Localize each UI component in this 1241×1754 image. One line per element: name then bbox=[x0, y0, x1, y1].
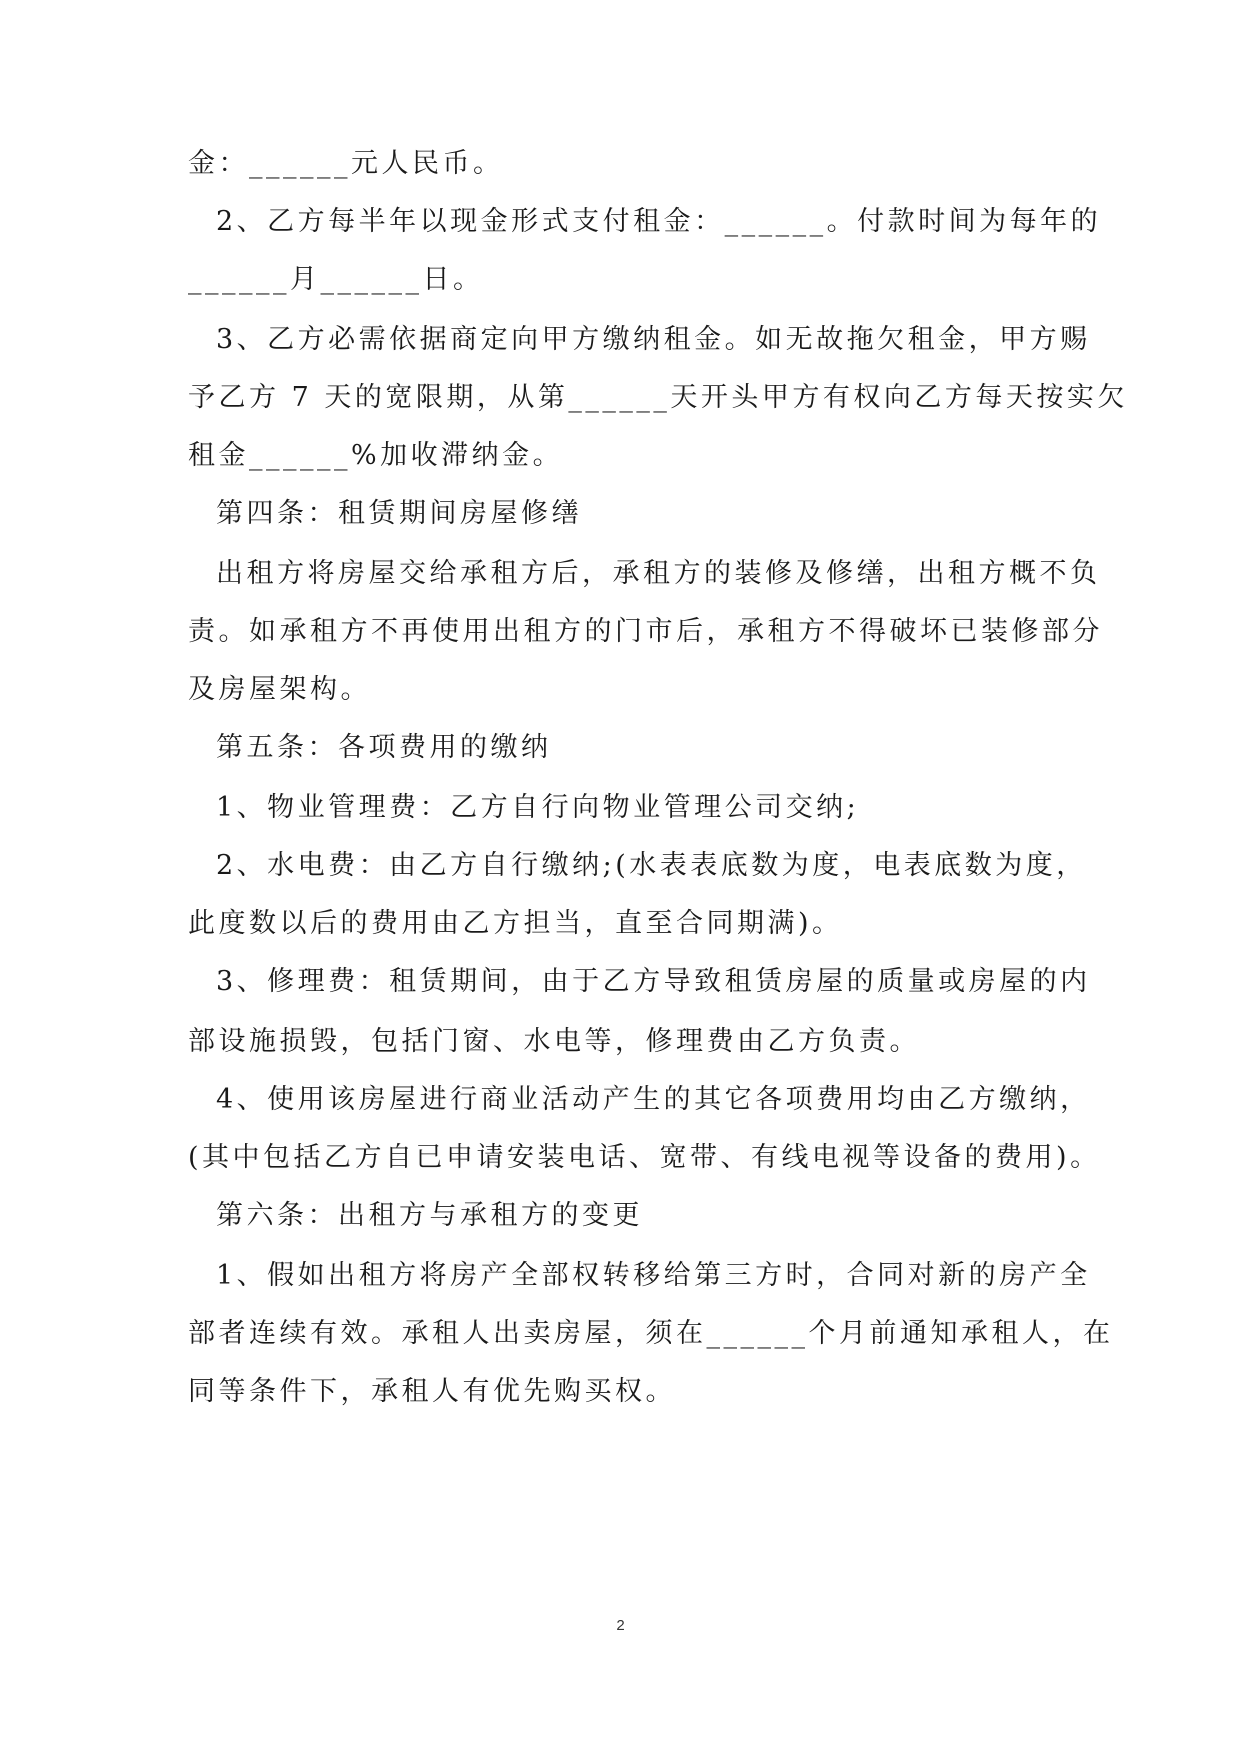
text-line-8: 出租方将房屋交给承租方后，承租方的装修及修缮，出租方概不负 bbox=[216, 558, 1101, 589]
text-line-17: 4、使用该房屋进行商业活动产生的其它各项费用均由乙方缴纳， bbox=[216, 1084, 1091, 1115]
text-line-9: 责。如承租方不再使用出租方的门市后，承租方不得破坏已装修部分 bbox=[188, 616, 1103, 647]
text-line-1: 金：______元人民币。 bbox=[188, 148, 504, 179]
text-line-3: ______月______日。 bbox=[188, 264, 484, 295]
text-line-16: 部设施损毁，包括门窗、水电等，修理费由乙方负责。 bbox=[188, 1026, 920, 1057]
section-heading-5: 第五条：各项费用的缴纳 bbox=[216, 732, 552, 763]
text-line-10: 及房屋架构。 bbox=[188, 674, 371, 705]
text-line-13: 2、水电费：由乙方自行缴纳;(水表表底数为度，电表底数为度， bbox=[216, 850, 1087, 881]
text-line-4: 3、乙方必需依据商定向甲方缴纳租金。如无故拖欠租金，甲方赐 bbox=[216, 324, 1091, 355]
section-heading-4: 第四条：租赁期间房屋修缮 bbox=[216, 498, 582, 529]
text-line-5: 予乙方 7 天的宽限期，从第______天开头甲方有权向乙方每天按实欠 bbox=[188, 382, 1128, 413]
text-line-12: 1、物业管理费：乙方自行向物业管理公司交纳; bbox=[216, 792, 860, 823]
text-line-14: 此度数以后的费用由乙方担当，直至合同期满)。 bbox=[188, 908, 843, 939]
page-number: 2 bbox=[616, 1617, 625, 1634]
text-line-22: 同等条件下，承租人有优先购买权。 bbox=[188, 1376, 676, 1407]
text-line-20: 1、假如出租方将房产全部权转移给第三方时，合同对新的房产全 bbox=[216, 1260, 1091, 1291]
text-line-2: 2、乙方每半年以现金形式支付租金：______。付款时间为每年的 bbox=[216, 206, 1102, 237]
text-line-18: (其中包括乙方自已申请安装电话、宽带、有线电视等设备的费用)。 bbox=[188, 1142, 1101, 1173]
text-line-15: 3、修理费：租赁期间，由于乙方导致租赁房屋的质量或房屋的内 bbox=[216, 966, 1091, 997]
text-line-21: 部者连续有效。承租人出卖房屋，须在______个月前通知承租人，在 bbox=[188, 1318, 1114, 1349]
text-line-6: 租金______%加收滞纳金。 bbox=[188, 440, 564, 471]
section-heading-6: 第六条：出租方与承租方的变更 bbox=[216, 1200, 643, 1231]
